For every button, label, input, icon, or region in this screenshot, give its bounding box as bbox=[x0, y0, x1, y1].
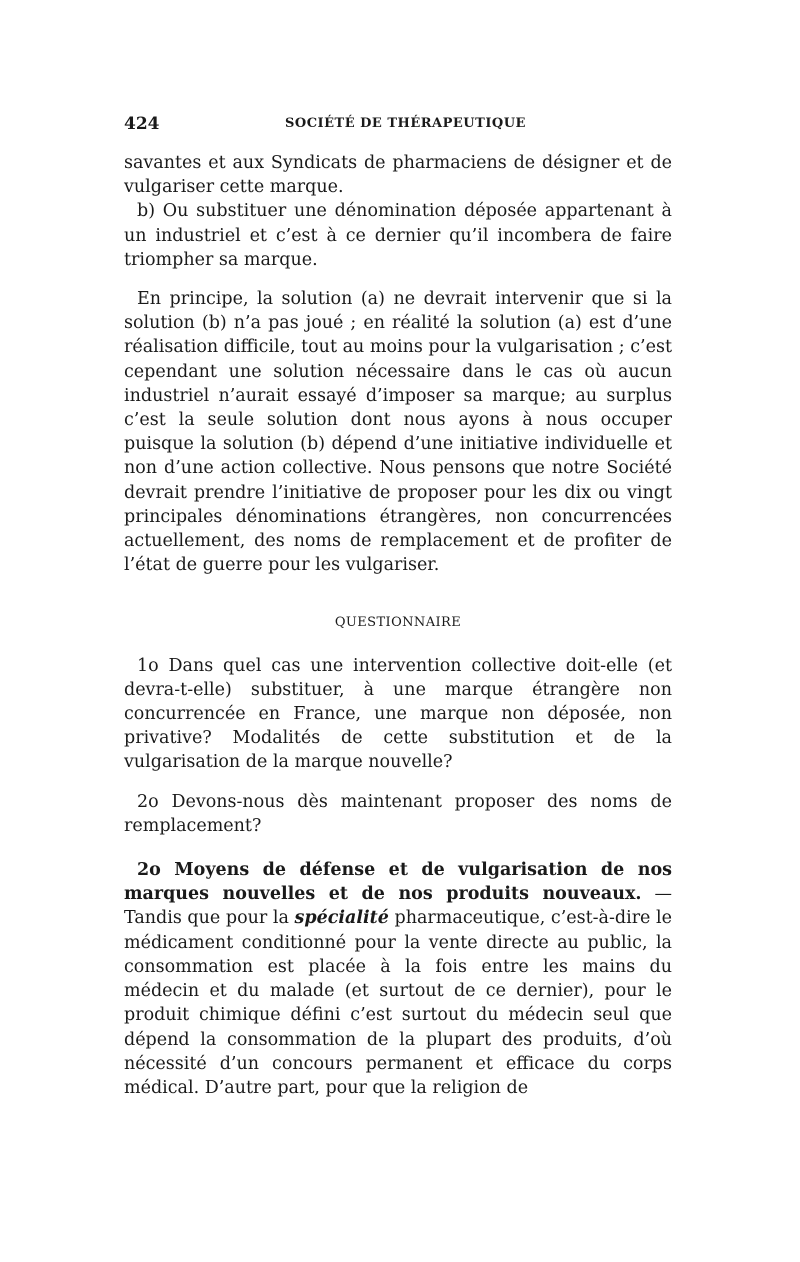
section-2-text-before: — Tandis que pour la bbox=[124, 884, 672, 929]
running-title: SOCIÉTÉ DE THÉRAPEUTIQUE bbox=[285, 116, 526, 131]
section-2-italic-term: spécialité bbox=[294, 908, 389, 929]
page-header bbox=[124, 114, 672, 138]
section-2-title: 2o Moyens de défense et de vulgarisation de nos marques nouvelles et de nos produits nouveaux. bbox=[124, 860, 672, 905]
question-2: 2o Devons-nous dès maintenant proposer des noms de remplacement? bbox=[124, 791, 672, 836]
paragraph-option-b: b) Ou substituer une dénomination déposée appartenant à un industriel et c’est à ce dernier qu’il incombera de faire triompher sa marque. bbox=[124, 201, 672, 270]
question-1: 1o Dans quel cas une intervention collective doit-elle (et devra-t-elle) substituer, à une marque étrangère non concurrencée en France, une marque non déposée, non privative? Modalités de cette substitution et de la vulgarisation de la marque nouvelle? bbox=[124, 655, 672, 773]
body-text bbox=[124, 151, 672, 1100]
page-number: 424 bbox=[124, 114, 160, 134]
section-2-text-after: pharmaceutique, c’est-à-dire le médicament conditionné pour la vente directe au public, la consommation est placée à la fois entre les mains du médecin et du malade (et surtout de ce dernier), pour le produit chimique défini c’est surtout du médecin seul que dépend la consommation de la plupart des produits, d’où nécessité d’un concours permanent et efficace du corps médical. D’autre part, pour que la religion de bbox=[124, 908, 672, 1098]
section-heading-questionnaire: QUESTIONNAIRE bbox=[334, 615, 462, 631]
paragraph-continuation: savantes et aux Syndicats de pharmaciens de désigner et de vulgariser cette marque. bbox=[124, 153, 672, 198]
paragraph-principle: En principe, la solution (a) ne devrait intervenir que si la solution (b) n’a pas joué ; en réalité la solution (a) est d’une réalisation difficile, tout au moins pour la vulgarisation ; c’est cependant une solution nécessaire dans le cas où aucun industriel n’aurait essayé d’imposer sa marque; au surplus c’est la seule solution dont nous ayons à nous occuper puisque la solution (b) dépend d’une initiative individuelle et non d’une action collective. Nous pensons que notre Société devrait prendre l’initiative de proposer pour les dix ou vingt principales dénominations étrangères, non concurrencées actuellement, des noms de remplacement et de profiter de l’état de guerre pour les vulgariser. bbox=[124, 289, 672, 576]
section-2-paragraph bbox=[124, 858, 672, 1100]
